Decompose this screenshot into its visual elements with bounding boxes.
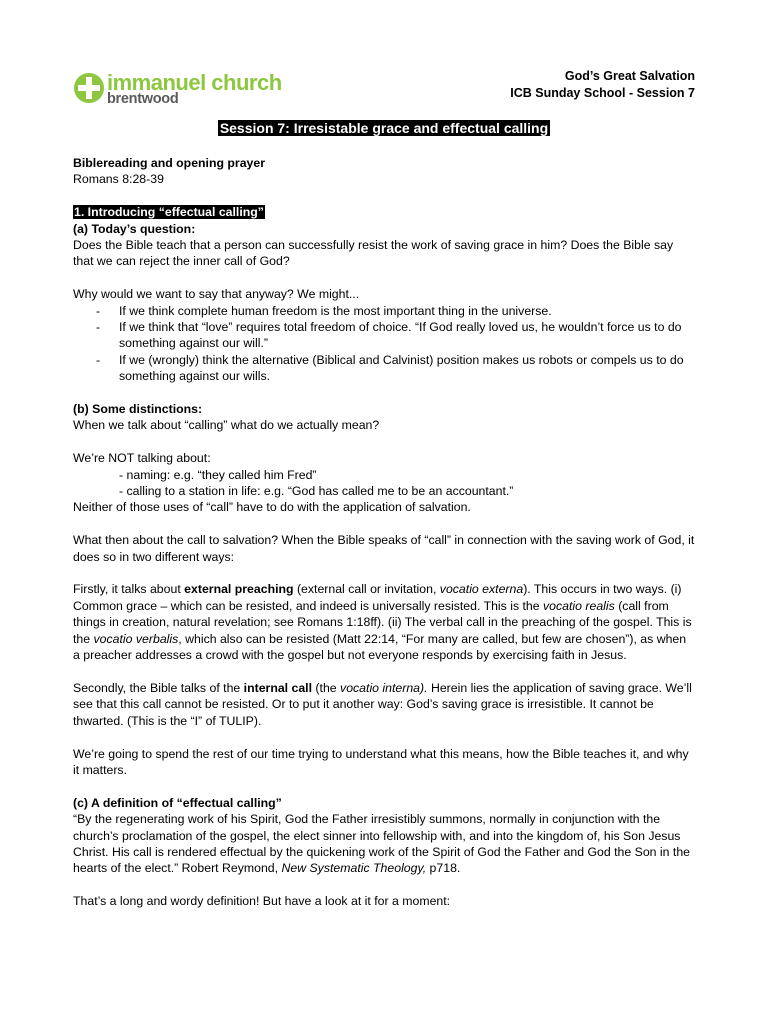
paragraph-definition: “By the regenerating work of his Spirit, God the Father irresistibly summons, normally in conjunction with the church’s proclamation of the gospel, the elect sinner into fellowship with, and into the kingdom of, his Son Jesus Christ. His call is rendered effectual by the quickening work of the Spirit of God the Father and God the Son in the hearts of the elect.” Robert Reymond, New Systematic Theology, p718. <box>73 812 691 876</box>
section-heading: 1. Introducing “effectual calling” <box>74 205 264 220</box>
paragraph-closing: That’s a long and wordy definition! But have a look at it for a moment: <box>73 894 451 909</box>
logo-location: brentwood <box>107 91 179 107</box>
paragraph-not-talking: We’re NOT talking about: <box>73 451 211 466</box>
document-header <box>510 68 695 102</box>
paragraph-question: Does the Bible teach that a person can successfully resist the work of saving grace in him? Does the Bible say that we can reject the inner call of God? <box>73 238 674 269</box>
page-title <box>0 119 768 138</box>
logo-name: immanuel church <box>107 70 282 95</box>
subheading-c: (c) A definition of “effectual calling” <box>73 795 282 810</box>
session-label: ICB Sunday School - Session 7 <box>510 86 695 100</box>
list-item: - calling to a station in life: e.g. “God has called me to be an accountant.” <box>119 484 514 499</box>
subheading-b: (b) Some distinctions: <box>73 402 203 417</box>
opening-heading: Biblereading and opening prayer <box>73 156 266 170</box>
list-item: - If we think that “love” requires total freedom of choice. “If God really loved us, he wouldn’t force us to do something against our will.” <box>119 319 695 352</box>
paragraph-what-then: What then about the call to salvation? When the Bible speaks of “call” in connection with the saving work of God, it does so in two different ways: <box>73 533 695 564</box>
list-item: - If we think complete human freedom is the most important thing in the universe. <box>119 303 695 319</box>
cross-circle-icon <box>73 72 105 104</box>
document-body <box>73 155 695 910</box>
subheading-a: (a) Today’s question: <box>73 221 196 236</box>
paragraph-calling: When we talk about “calling” what do we actually mean? <box>73 418 380 433</box>
list-item: - If we (wrongly) think the alternative (Biblical and Calvinist) position makes us robots or compels us to do something against our wills. <box>119 352 695 385</box>
paragraph-why: Why would we want to say that anyway? We might... <box>73 287 360 302</box>
church-logo <box>73 72 293 108</box>
reasons-list <box>73 303 695 385</box>
series-title: God’s Great Salvation <box>564 69 695 83</box>
bible-reference: Romans 8:28-39 <box>73 172 164 187</box>
paragraph-going: We’re going to spend the rest of our time trying to understand what this means, how the Bible teaches it, and why it matters. <box>73 746 689 777</box>
paragraph-neither: Neither of those uses of “call” have to do with the application of salvation. <box>73 500 471 515</box>
paragraph-firstly: Firstly, it talks about external preaching (external call or invitation, vocatio externa). This occurs in two ways. (i) Common grace – which can be resisted, and indeed is universally resisted. This is the vocatio realis (call from things in creation, natural revelation; see Romans 1:18ff). (ii) The verbal call in the preaching of the gospel. This is the vocatio verbalis, which also can be resisted (Matt 22:14, “For many are called, but few are chosen”), as when a preacher addresses a crowd with the gospel but not everyone responds by exercising faith in Jesus. <box>73 582 692 663</box>
page-title-text: Session 7: Irresistable grace and effectual calling <box>219 120 549 136</box>
list-item: - naming: e.g. “they called him Fred” <box>119 467 317 482</box>
paragraph-secondly: Secondly, the Bible talks of the internal call (the vocatio interna). Herein lies the application of saving grace. We’ll see that this call cannot be resisted. Or to put it another way: God’s saving grace is irresistible. It cannot be thwarted. (This is the “I” of TULIP). <box>73 680 692 728</box>
